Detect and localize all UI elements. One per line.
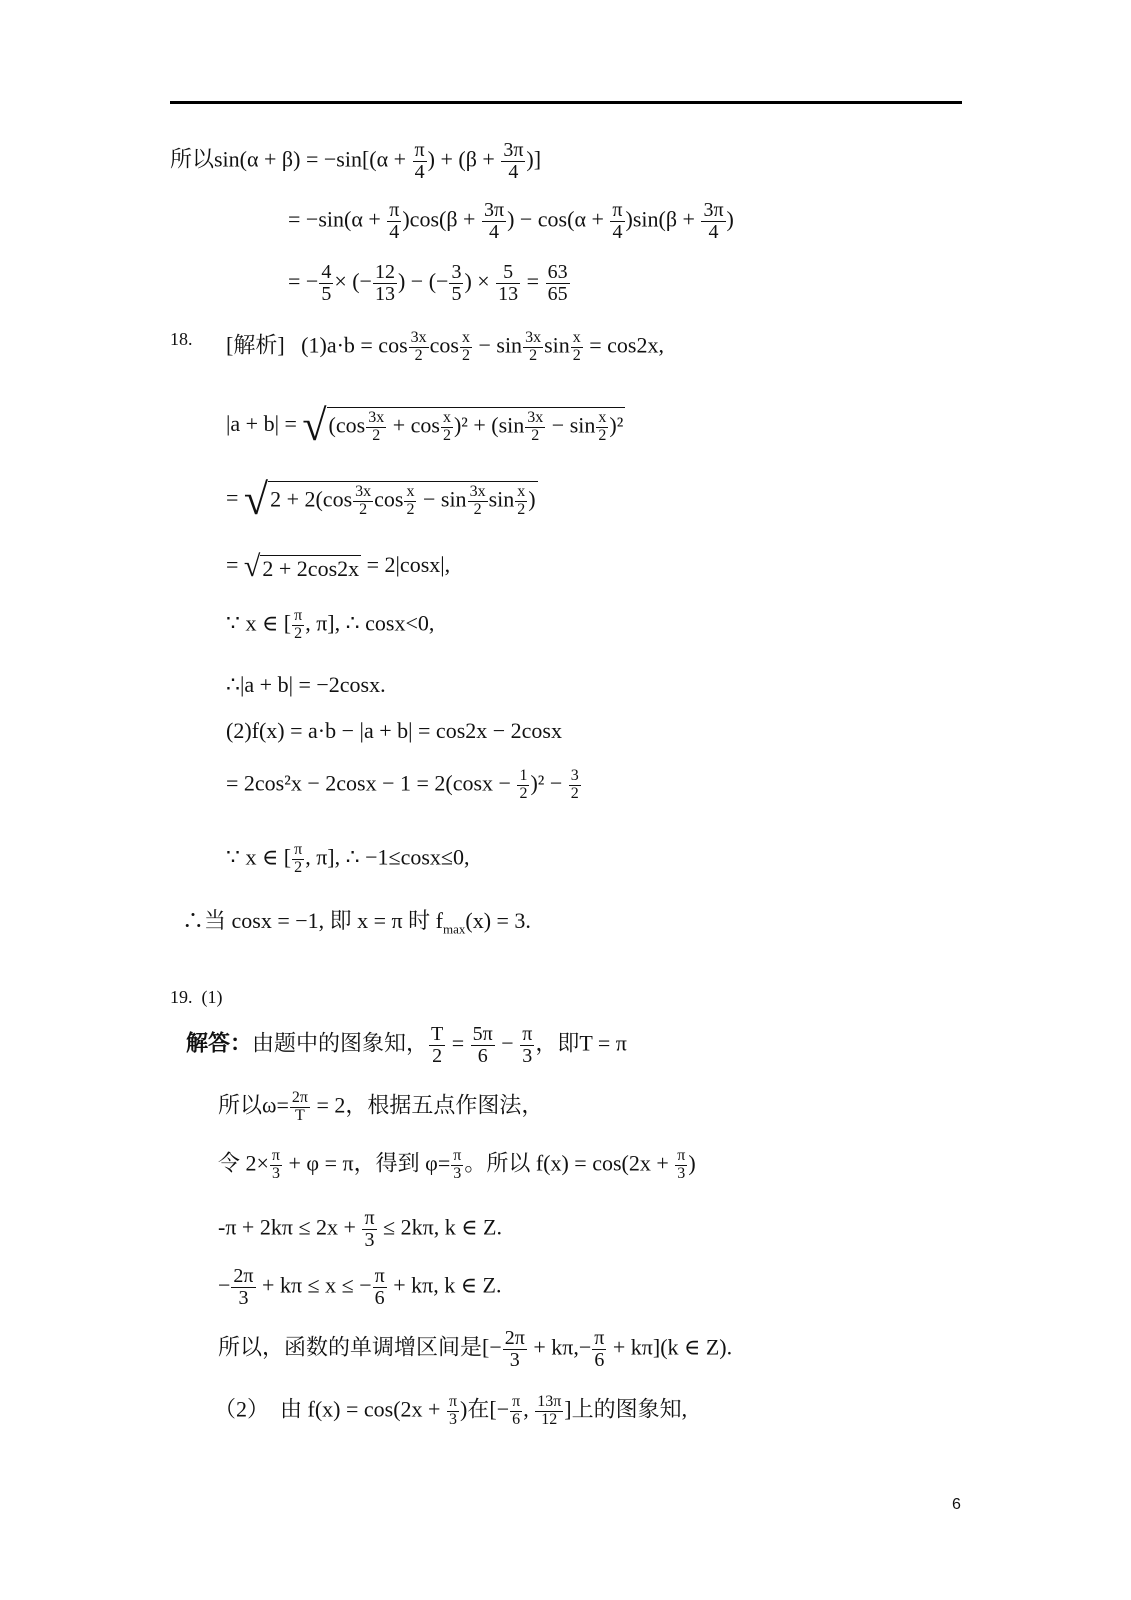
text: ) bbox=[528, 486, 536, 512]
q18-line-1 bbox=[226, 330, 664, 365]
denominator: 2 bbox=[531, 427, 540, 444]
fraction bbox=[441, 410, 453, 445]
text: ) − cos(α + bbox=[507, 206, 610, 232]
text: ) × bbox=[464, 268, 496, 294]
q18-line-5 bbox=[226, 608, 434, 643]
denominator: 5 bbox=[321, 283, 332, 305]
numerator: π bbox=[389, 199, 400, 221]
fraction bbox=[387, 200, 401, 243]
fraction bbox=[482, 200, 506, 243]
q18-line-2 bbox=[226, 401, 625, 450]
denominator: 4 bbox=[414, 161, 425, 183]
numerator: 3x bbox=[355, 483, 372, 501]
numerator: 3x bbox=[527, 409, 544, 427]
fraction bbox=[447, 1394, 459, 1429]
fraction bbox=[468, 484, 488, 519]
denominator: 2 bbox=[598, 427, 607, 444]
fraction bbox=[413, 140, 427, 183]
fraction bbox=[292, 608, 304, 643]
q19-line-5 bbox=[218, 1266, 501, 1309]
text: + kπ, k ∈ Z. bbox=[387, 1272, 502, 1298]
numerator: x bbox=[572, 329, 581, 346]
text: − bbox=[495, 1030, 520, 1056]
text: = bbox=[446, 1030, 470, 1056]
denominator: 4 bbox=[489, 221, 499, 243]
q19-line-4 bbox=[218, 1208, 502, 1251]
denominator: 6 bbox=[477, 1045, 488, 1067]
q18-line-6: ∴|a + b| = −2cosx. bbox=[226, 672, 386, 697]
denominator: 3 bbox=[238, 1287, 249, 1309]
numerator: x bbox=[461, 329, 470, 346]
numerator: 3x bbox=[469, 483, 486, 501]
question-number-18: 18. bbox=[170, 329, 193, 349]
numerator: 3π bbox=[503, 139, 524, 161]
numerator: 2π bbox=[291, 1089, 308, 1106]
denominator: 3 bbox=[449, 1410, 457, 1428]
text: 19. bbox=[170, 987, 193, 1007]
q19-line-6 bbox=[218, 1328, 732, 1371]
fraction bbox=[571, 330, 583, 365]
text: (1) bbox=[201, 987, 223, 1007]
fraction bbox=[515, 484, 527, 519]
text: = − bbox=[288, 268, 319, 294]
denominator: 2 bbox=[442, 427, 451, 444]
text: |a + b| = bbox=[226, 411, 303, 437]
fraction bbox=[319, 262, 333, 305]
q19-line-1 bbox=[186, 1024, 627, 1067]
text: × (− bbox=[334, 268, 372, 294]
denominator: 2 bbox=[517, 501, 526, 518]
sqrt: √(cos $\frac{3x}{2}$ + cos $\frac{x}{2}$ )² + (sin $\frac{3x}{2}$ − sin $\frac{x}{2}$ )² bbox=[302, 401, 624, 450]
text: 所以sin(α + β) = −sin[(α + bbox=[170, 146, 412, 172]
fraction bbox=[451, 1148, 463, 1183]
eq-line-3 bbox=[288, 262, 571, 305]
text: ∵ x ∈ [ bbox=[226, 844, 292, 870]
q18-line-4 bbox=[226, 552, 450, 582]
text: sin bbox=[544, 332, 570, 358]
numerator: 5 bbox=[496, 262, 520, 284]
fraction bbox=[496, 262, 520, 305]
text: ) + (β + bbox=[427, 146, 501, 172]
denominator: 3 bbox=[364, 1229, 375, 1251]
numerator: π bbox=[512, 1393, 521, 1410]
text: ∴当 cosx = −1, 即 x = π 时 f bbox=[182, 908, 443, 933]
numerator: 3x bbox=[410, 329, 427, 346]
fraction bbox=[429, 1024, 445, 1067]
q18-line-9 bbox=[226, 842, 470, 877]
page-number: 6 bbox=[952, 1496, 961, 1513]
denominator: 2 bbox=[461, 346, 470, 364]
numerator: π bbox=[448, 1393, 458, 1410]
denominator: 5 bbox=[451, 283, 462, 305]
text: a·b = cos bbox=[326, 332, 408, 358]
fraction bbox=[546, 262, 570, 305]
numerator: π bbox=[271, 1147, 280, 1164]
denominator: 2 bbox=[570, 784, 579, 802]
fraction bbox=[610, 200, 624, 243]
fraction bbox=[373, 1266, 387, 1309]
text: )² + (sin bbox=[453, 412, 525, 438]
numerator: π bbox=[364, 1207, 375, 1229]
denominator: 6 bbox=[374, 1287, 385, 1309]
denominator: 2 bbox=[359, 501, 368, 518]
numerator: π bbox=[453, 1147, 462, 1164]
q19-line-7 bbox=[214, 1394, 687, 1429]
q19-line-3 bbox=[218, 1148, 696, 1183]
denominator: 2 bbox=[572, 346, 581, 364]
text: = −sin(α + bbox=[288, 206, 387, 232]
denominator: 4 bbox=[389, 221, 400, 243]
text: sin bbox=[488, 486, 515, 512]
denominator: T bbox=[295, 1106, 305, 1124]
denominator: 65 bbox=[547, 283, 568, 305]
fraction bbox=[292, 842, 304, 877]
text: , π], ∴ −1≤cosx≤0, bbox=[305, 844, 470, 870]
denominator: 2 bbox=[414, 346, 423, 364]
text: ，即T = π bbox=[535, 1030, 627, 1056]
text: 。所以 f(x) = cos(2x + bbox=[464, 1150, 675, 1176]
denominator: 3 bbox=[453, 1164, 462, 1182]
numerator: x bbox=[406, 483, 415, 501]
text: )² bbox=[609, 412, 624, 438]
numerator: 3x bbox=[525, 329, 542, 346]
denominator: 2 bbox=[406, 501, 415, 518]
text: cos bbox=[429, 332, 459, 358]
text: + kπ](k ∈ Z). bbox=[607, 1334, 733, 1360]
fraction bbox=[596, 410, 608, 445]
numerator: 3 bbox=[451, 261, 462, 283]
text: = cos2x, bbox=[583, 332, 664, 358]
text: − sin bbox=[417, 486, 467, 512]
text: − bbox=[218, 1272, 231, 1298]
numerator: π bbox=[414, 139, 425, 161]
denominator: 4 bbox=[612, 221, 623, 243]
text: )cos(β + bbox=[402, 206, 481, 232]
text: , bbox=[523, 1396, 535, 1422]
q18-line-7: (2)f(x) = a·b − |a + b| = cos2x − 2cosx bbox=[226, 718, 562, 743]
fraction bbox=[290, 1090, 310, 1125]
text: ∵ x ∈ [ bbox=[226, 610, 292, 636]
denominator: 6 bbox=[512, 1410, 521, 1428]
fraction bbox=[362, 1208, 376, 1251]
text: = 2，根据五点作图法， bbox=[310, 1092, 544, 1118]
fraction bbox=[523, 330, 543, 365]
denominator: 13 bbox=[498, 283, 519, 305]
sqrt: √2 + 2cos2x bbox=[243, 550, 360, 583]
numerator: 4 bbox=[321, 261, 332, 283]
denominator: 3 bbox=[509, 1349, 520, 1371]
denominator: 2 bbox=[432, 1045, 443, 1067]
text: = bbox=[226, 552, 244, 578]
fraction bbox=[270, 1148, 282, 1183]
numerator: π bbox=[594, 1327, 605, 1349]
text: = bbox=[521, 268, 545, 294]
text: -π + 2kπ ≤ 2x + bbox=[218, 1214, 362, 1240]
denominator: 6 bbox=[594, 1349, 605, 1371]
fraction bbox=[535, 1394, 563, 1429]
numerator: 63 bbox=[547, 261, 568, 283]
text: （2） bbox=[214, 1396, 270, 1422]
fraction bbox=[525, 410, 545, 445]
fraction bbox=[231, 1266, 255, 1309]
subscript: max bbox=[442, 921, 466, 937]
text: (1) bbox=[301, 332, 327, 358]
numerator: 2π bbox=[233, 1265, 254, 1287]
eq-line-1 bbox=[170, 140, 541, 183]
fraction bbox=[353, 484, 373, 519]
denominator: 2 bbox=[372, 427, 381, 444]
numerator: 13π bbox=[537, 1393, 562, 1410]
fraction bbox=[510, 1394, 522, 1429]
question-number-19 bbox=[170, 988, 223, 1006]
fraction bbox=[409, 330, 429, 365]
numerator: x bbox=[517, 483, 526, 501]
text: ) bbox=[726, 206, 734, 232]
numerator: 3 bbox=[570, 767, 579, 784]
text: , π], ∴ cosx<0, bbox=[305, 610, 435, 636]
fraction bbox=[517, 768, 529, 803]
header-rule bbox=[170, 101, 962, 104]
fraction bbox=[569, 768, 581, 803]
fraction bbox=[449, 262, 463, 305]
fraction bbox=[373, 262, 397, 305]
text: )] bbox=[526, 146, 542, 172]
text: )sin(β + bbox=[625, 206, 701, 232]
numerator: x bbox=[442, 409, 451, 427]
fraction bbox=[503, 1328, 527, 1371]
text: )在[− bbox=[460, 1396, 510, 1422]
denominator: 2 bbox=[529, 346, 538, 364]
text: = 2|cosx|, bbox=[361, 552, 451, 578]
q18-line-3 bbox=[226, 475, 538, 524]
numerator: x bbox=[598, 409, 607, 427]
fraction bbox=[520, 1024, 534, 1067]
text: + kπ ≤ x ≤ − bbox=[256, 1272, 372, 1298]
text: 由 f(x) = cos(2x + bbox=[280, 1396, 446, 1422]
analysis-label: [解析] bbox=[226, 332, 285, 358]
numerator: π bbox=[522, 1023, 533, 1045]
text: 所以ω= bbox=[218, 1092, 289, 1118]
numerator: π bbox=[294, 841, 303, 858]
text: + kπ,− bbox=[527, 1334, 592, 1360]
denominator: 2 bbox=[519, 784, 528, 802]
denominator: 2 bbox=[473, 501, 482, 518]
numerator: 3x bbox=[368, 409, 385, 427]
text: ≤ 2kπ, k ∈ Z. bbox=[377, 1214, 502, 1240]
text: − sin bbox=[546, 412, 596, 438]
text: (cos bbox=[328, 412, 366, 438]
q18-line-8 bbox=[226, 768, 582, 803]
denominator: 2 bbox=[294, 858, 303, 876]
answer-label: 解答： bbox=[186, 1030, 253, 1056]
denominator: 4 bbox=[508, 161, 519, 183]
denominator: 4 bbox=[708, 221, 719, 243]
fraction bbox=[675, 1148, 687, 1183]
text: + φ = π，得到 φ= bbox=[283, 1150, 451, 1176]
text: ) bbox=[688, 1150, 696, 1176]
eq-line-2 bbox=[288, 200, 734, 243]
numerator: 1 bbox=[519, 767, 528, 784]
fraction bbox=[404, 484, 416, 519]
text: = bbox=[226, 485, 244, 511]
text: 令 2× bbox=[218, 1150, 269, 1176]
denominator: 3 bbox=[271, 1164, 280, 1182]
text: − sin bbox=[472, 332, 523, 358]
text: 由题中的图象知， bbox=[252, 1030, 429, 1056]
fraction bbox=[471, 1024, 495, 1067]
text: ) − (− bbox=[397, 268, 449, 294]
numerator: 12 bbox=[374, 261, 395, 283]
text: = 2cos²x − 2cosx − 1 = 2(cosx − bbox=[226, 770, 517, 796]
denominator: 13 bbox=[374, 283, 395, 305]
denominator: 2 bbox=[294, 624, 303, 642]
fraction bbox=[592, 1328, 606, 1371]
text: )² − bbox=[530, 770, 568, 796]
text: 2 + 2(cos bbox=[270, 486, 353, 512]
numerator: 3π bbox=[483, 199, 505, 221]
text: cos bbox=[374, 486, 404, 512]
numerator: 3π bbox=[703, 199, 724, 221]
denominator: 3 bbox=[677, 1164, 686, 1182]
numerator: 2π bbox=[504, 1327, 525, 1349]
q19-line-2 bbox=[218, 1090, 543, 1125]
denominator: 12 bbox=[541, 1410, 558, 1428]
denominator: 3 bbox=[522, 1045, 533, 1067]
numerator: T bbox=[431, 1023, 444, 1045]
fraction bbox=[701, 200, 725, 243]
sqrt: √2 + 2(cos $\frac{3x}{2}$ cos $\frac{x}{2}$ − sin $\frac{3x}{2}$ sin $\frac{x}{2}$ ) bbox=[243, 475, 536, 524]
fraction bbox=[460, 330, 472, 365]
text: 所以，函数的单调增区间是[− bbox=[218, 1334, 502, 1360]
text: (x) = 3. bbox=[465, 908, 531, 933]
numerator: π bbox=[677, 1147, 686, 1164]
text: + cos bbox=[387, 412, 440, 438]
text: ]上的图象知, bbox=[564, 1396, 688, 1422]
numerator: 5π bbox=[472, 1023, 493, 1045]
q18-line-10 bbox=[182, 910, 531, 935]
fraction bbox=[501, 140, 525, 183]
numerator: π bbox=[294, 607, 303, 624]
text: 2 + 2cos2x bbox=[262, 555, 360, 581]
fraction bbox=[366, 410, 386, 445]
numerator: π bbox=[612, 199, 623, 221]
numerator: π bbox=[374, 1265, 385, 1287]
